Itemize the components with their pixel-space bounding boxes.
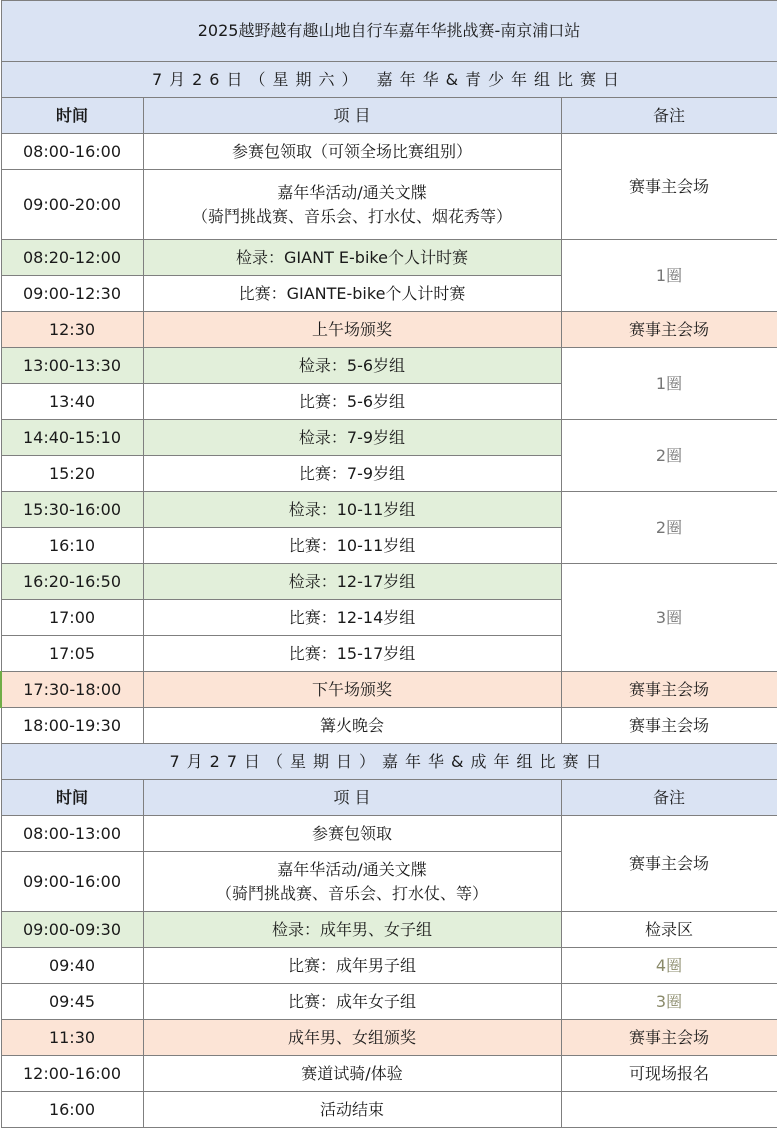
header-item: 项 目 [143, 98, 561, 134]
table-row [1, 312, 777, 348]
table-row [1, 1092, 777, 1128]
note-cell: 1圈 [561, 348, 777, 420]
item-line: 嘉年华活动/通关文牒 [277, 182, 427, 202]
item-cell: 参赛包领取（可领全场比赛组别） [143, 134, 561, 170]
time-cell: 13:40 [1, 384, 143, 420]
table-row [1, 492, 777, 528]
time-cell: 14:40-15:10 [1, 420, 143, 456]
note-cell: 赛事主会场 [561, 312, 777, 348]
header-item: 项 目 [143, 780, 561, 816]
time-cell: 17:30-18:00 [1, 672, 143, 708]
time-cell: 15:20 [1, 456, 143, 492]
item-cell: 成年男、女组颁奖 [143, 1020, 561, 1056]
time-cell: 15:30-16:00 [1, 492, 143, 528]
table-row [1, 134, 777, 170]
day1-heading: 7月26日（星期六） 嘉年华&青少年组比赛日 [1, 62, 777, 98]
table-row [1, 984, 777, 1020]
item-cell [143, 170, 561, 240]
note-cell: 赛事主会场 [561, 816, 777, 912]
item-cell: 检录：成年男、女子组 [143, 912, 561, 948]
table-row [1, 912, 777, 948]
table-row [1, 348, 777, 384]
item-cell: 比赛：12-14岁组 [143, 600, 561, 636]
time-cell: 09:00-12:30 [1, 276, 143, 312]
time-cell: 16:10 [1, 528, 143, 564]
table-row [1, 564, 777, 600]
item-cell: 检录：12-17岁组 [143, 564, 561, 600]
time-cell: 09:40 [1, 948, 143, 984]
day2-heading: 7月27日（星期日）嘉年华&成年组比赛日 [1, 744, 777, 780]
note-cell: 3圈 [561, 984, 777, 1020]
item-cell: 赛道试骑/体验 [143, 1056, 561, 1092]
time-cell: 17:05 [1, 636, 143, 672]
note-cell: 4圈 [561, 948, 777, 984]
table-row [1, 816, 777, 852]
table-row [1, 672, 777, 708]
day1-header-row [1, 98, 777, 134]
time-cell: 08:20-12:00 [1, 240, 143, 276]
time-cell: 13:00-13:30 [1, 348, 143, 384]
note-cell: 可现场报名 [561, 1056, 777, 1092]
time-cell: 11:30 [1, 1020, 143, 1056]
time-cell: 09:00-09:30 [1, 912, 143, 948]
item-cell [143, 852, 561, 912]
table-row [1, 1020, 777, 1056]
day2-header-row [1, 780, 777, 816]
time-cell: 09:00-16:00 [1, 852, 143, 912]
note-cell: 赛事主会场 [561, 708, 777, 744]
item-cell: 比赛：10-11岁组 [143, 528, 561, 564]
note-cell [561, 1092, 777, 1128]
time-cell: 09:00-20:00 [1, 170, 143, 240]
item-line: （骑鬥挑战赛、音乐会、打水仗、烟花秀等） [191, 206, 512, 226]
table-row [1, 1056, 777, 1092]
item-cell: 比赛：成年男子组 [143, 948, 561, 984]
item-cell: 比赛：成年女子组 [143, 984, 561, 1020]
time-cell: 12:00-16:00 [1, 1056, 143, 1092]
note-cell: 2圈 [561, 492, 777, 564]
time-cell: 17:00 [1, 600, 143, 636]
item-cell: 检录：GIANT E-bike个人计时赛 [143, 240, 561, 276]
time-cell: 16:00 [1, 1092, 143, 1128]
item-cell: 下午场颁奖 [143, 672, 561, 708]
note-cell: 检录区 [561, 912, 777, 948]
item-cell: 检录：5-6岁组 [143, 348, 561, 384]
time-cell: 08:00-13:00 [1, 816, 143, 852]
header-note: 备注 [561, 780, 777, 816]
time-cell: 09:45 [1, 984, 143, 1020]
note-cell: 赛事主会场 [561, 134, 777, 240]
time-cell: 12:30 [1, 312, 143, 348]
note-cell: 2圈 [561, 420, 777, 492]
time-cell: 08:00-16:00 [1, 134, 143, 170]
item-cell: 参赛包领取 [143, 816, 561, 852]
item-cell: 比赛：15-17岁组 [143, 636, 561, 672]
item-cell: 上午场颁奖 [143, 312, 561, 348]
item-cell: 比赛：GIANTE-bike个人计时赛 [143, 276, 561, 312]
table-row [1, 948, 777, 984]
item-line: （骑鬥挑战赛、音乐会、打水仗、等） [215, 883, 488, 903]
note-cell: 赛事主会场 [561, 672, 777, 708]
item-cell: 活动结束 [143, 1092, 561, 1128]
item-cell: 检录：10-11岁组 [143, 492, 561, 528]
table-row [1, 240, 777, 276]
header-time: 时间 [1, 98, 143, 134]
note-cell: 赛事主会场 [561, 1020, 777, 1056]
note-cell: 1圈 [561, 240, 777, 312]
page-title: 2025越野越有趣山地自行车嘉年华挑战赛-南京浦口站 [1, 1, 777, 62]
time-cell: 16:20-16:50 [1, 564, 143, 600]
item-line: 嘉年华活动/通关文牒 [277, 859, 427, 879]
table-row [1, 420, 777, 456]
item-cell: 比赛：7-9岁组 [143, 456, 561, 492]
item-cell: 比赛：5-6岁组 [143, 384, 561, 420]
time-cell: 18:00-19:30 [1, 708, 143, 744]
item-cell: 篝火晚会 [143, 708, 561, 744]
item-cell: 检录：7-9岁组 [143, 420, 561, 456]
header-note: 备注 [561, 98, 777, 134]
table-row [1, 708, 777, 744]
note-cell: 3圈 [561, 564, 777, 672]
header-time: 时间 [1, 780, 143, 816]
